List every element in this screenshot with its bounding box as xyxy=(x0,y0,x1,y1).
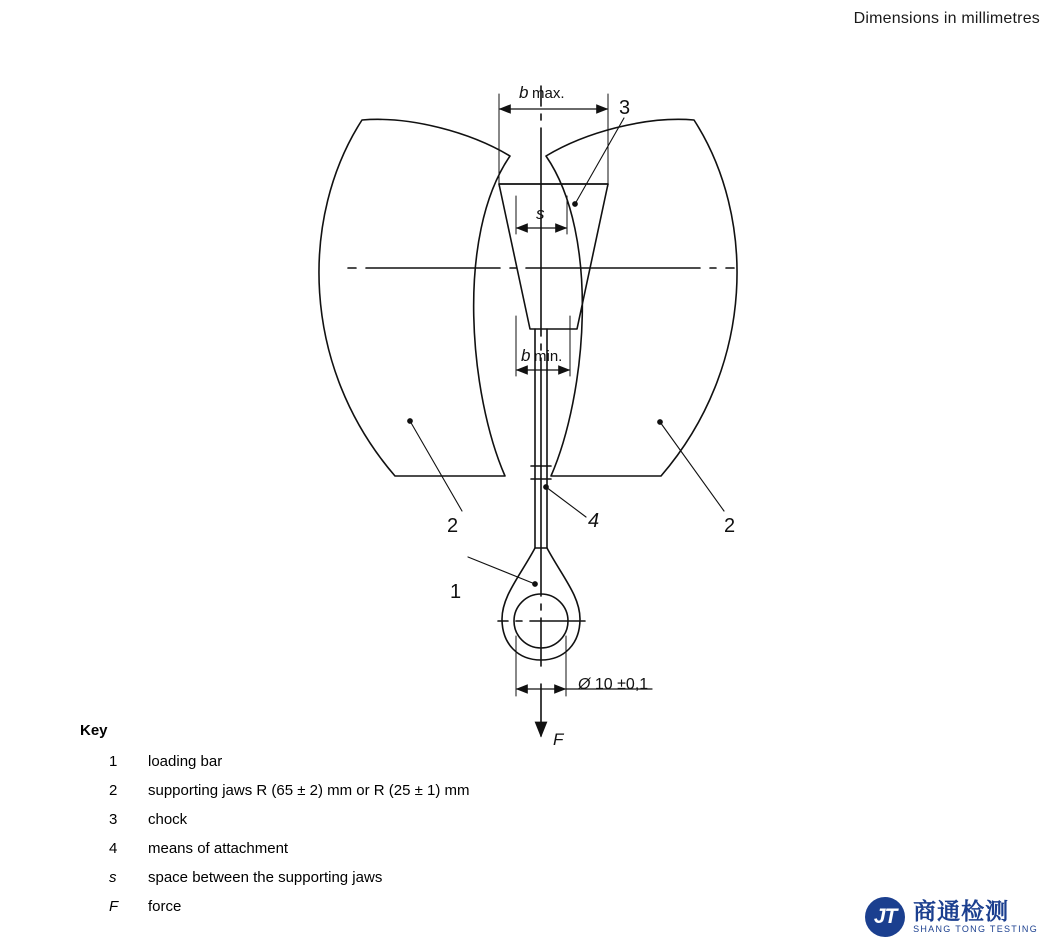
callout-3: 3 xyxy=(619,97,631,119)
key-item-text: space between the supporting jaws xyxy=(148,869,383,886)
key-item-text: loading bar xyxy=(148,753,223,770)
supporting-jaw-left xyxy=(319,119,510,476)
key-item-3 xyxy=(80,811,940,828)
key-item-text: force xyxy=(148,898,182,915)
chock xyxy=(499,184,608,329)
watermark-badge: JT xyxy=(865,897,905,937)
key-item-text: chock xyxy=(148,811,188,828)
key-item-text: means of attachment xyxy=(148,840,289,857)
callout-1: 1 xyxy=(450,581,462,603)
label-b-min: b xyxy=(521,346,531,365)
watermark-logo xyxy=(865,897,1038,937)
dimensions-note: Dimensions in millimetres xyxy=(853,10,1040,27)
svg-text:min.: min. xyxy=(534,348,563,365)
supporting-jaw-right xyxy=(546,119,737,476)
label-force: F xyxy=(553,730,564,749)
key-title: Key xyxy=(80,722,108,739)
watermark-english: SHANG TONG TESTING xyxy=(913,924,1038,935)
callout-4: 4 xyxy=(588,510,600,532)
label-s: s xyxy=(536,204,545,223)
callout-2-left: 2 xyxy=(447,515,459,537)
key-item-1 xyxy=(80,753,940,770)
key-item-number: 3 xyxy=(109,811,118,828)
callout-2-right: 2 xyxy=(724,515,736,537)
key-item-number: 4 xyxy=(109,840,118,857)
label-diameter: Ø 10 ±0,1 xyxy=(578,676,649,693)
key-item-number: s xyxy=(109,869,117,886)
key-item-2 xyxy=(80,782,940,799)
watermark-chinese: 商通检测 xyxy=(913,898,1010,925)
key-item-number: 2 xyxy=(109,782,118,799)
key-item-text: supporting jaws R (65 ± 2) mm or R (25 ± 1) mm xyxy=(148,782,470,799)
label-b-max: b xyxy=(519,83,529,102)
watermark-text xyxy=(913,899,1038,935)
key-item-s xyxy=(80,869,940,886)
key-item-number: 1 xyxy=(109,753,118,770)
key-item-number: F xyxy=(109,898,119,915)
key-item-f xyxy=(80,898,940,915)
key-item-4 xyxy=(80,840,940,857)
svg-text:max.: max. xyxy=(532,85,565,102)
key-section xyxy=(80,722,940,927)
